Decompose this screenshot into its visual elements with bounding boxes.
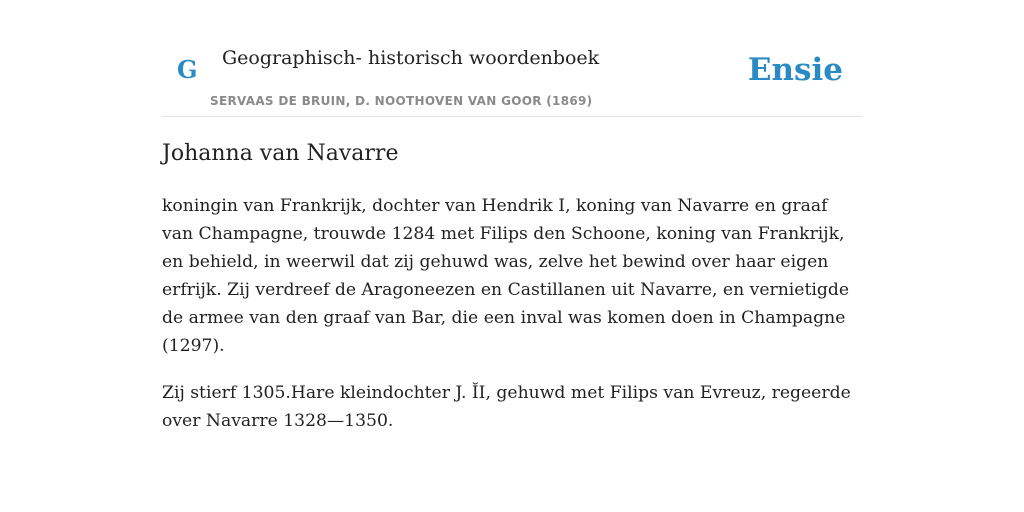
entry-body xyxy=(162,192,862,454)
book-authors: SERVAAS DE BRUIN, D. NOOTHOVEN VAN GOOR (1869) xyxy=(210,94,593,108)
source-header xyxy=(162,0,862,117)
page xyxy=(162,0,862,431)
ensie-logo-link[interactable]: Ensie xyxy=(747,52,843,88)
entry-paragraph: koningin van Frankrijk, dochter van Hendrik I, koning van Navarre en graaf van Champagne, trouwde 1284 met Filips den Schoone, koning van Frankrijk, en behield, in weerwil dat zij gehuwd was, zelve het bewind over haar eigen erfrijk. Zij verdreef de Aragoneezen en Castillanen uit Navarre, en vernietigde de armee van den graaf van Bar, die een inval was komen doen in Champagne (1297). xyxy=(162,196,850,356)
book-title-link[interactable]: Geographisch- historisch woordenboek xyxy=(222,47,600,69)
entry-title: Johanna van Navarre xyxy=(162,141,399,166)
entry-paragraph: Zij stierf 1305.Hare kleindochter J. ĬI, gehuwd met Filips van Evreuz, regeerde over Navarre 1328—1350. xyxy=(162,383,851,431)
book-letter-link[interactable]: G xyxy=(177,55,198,84)
